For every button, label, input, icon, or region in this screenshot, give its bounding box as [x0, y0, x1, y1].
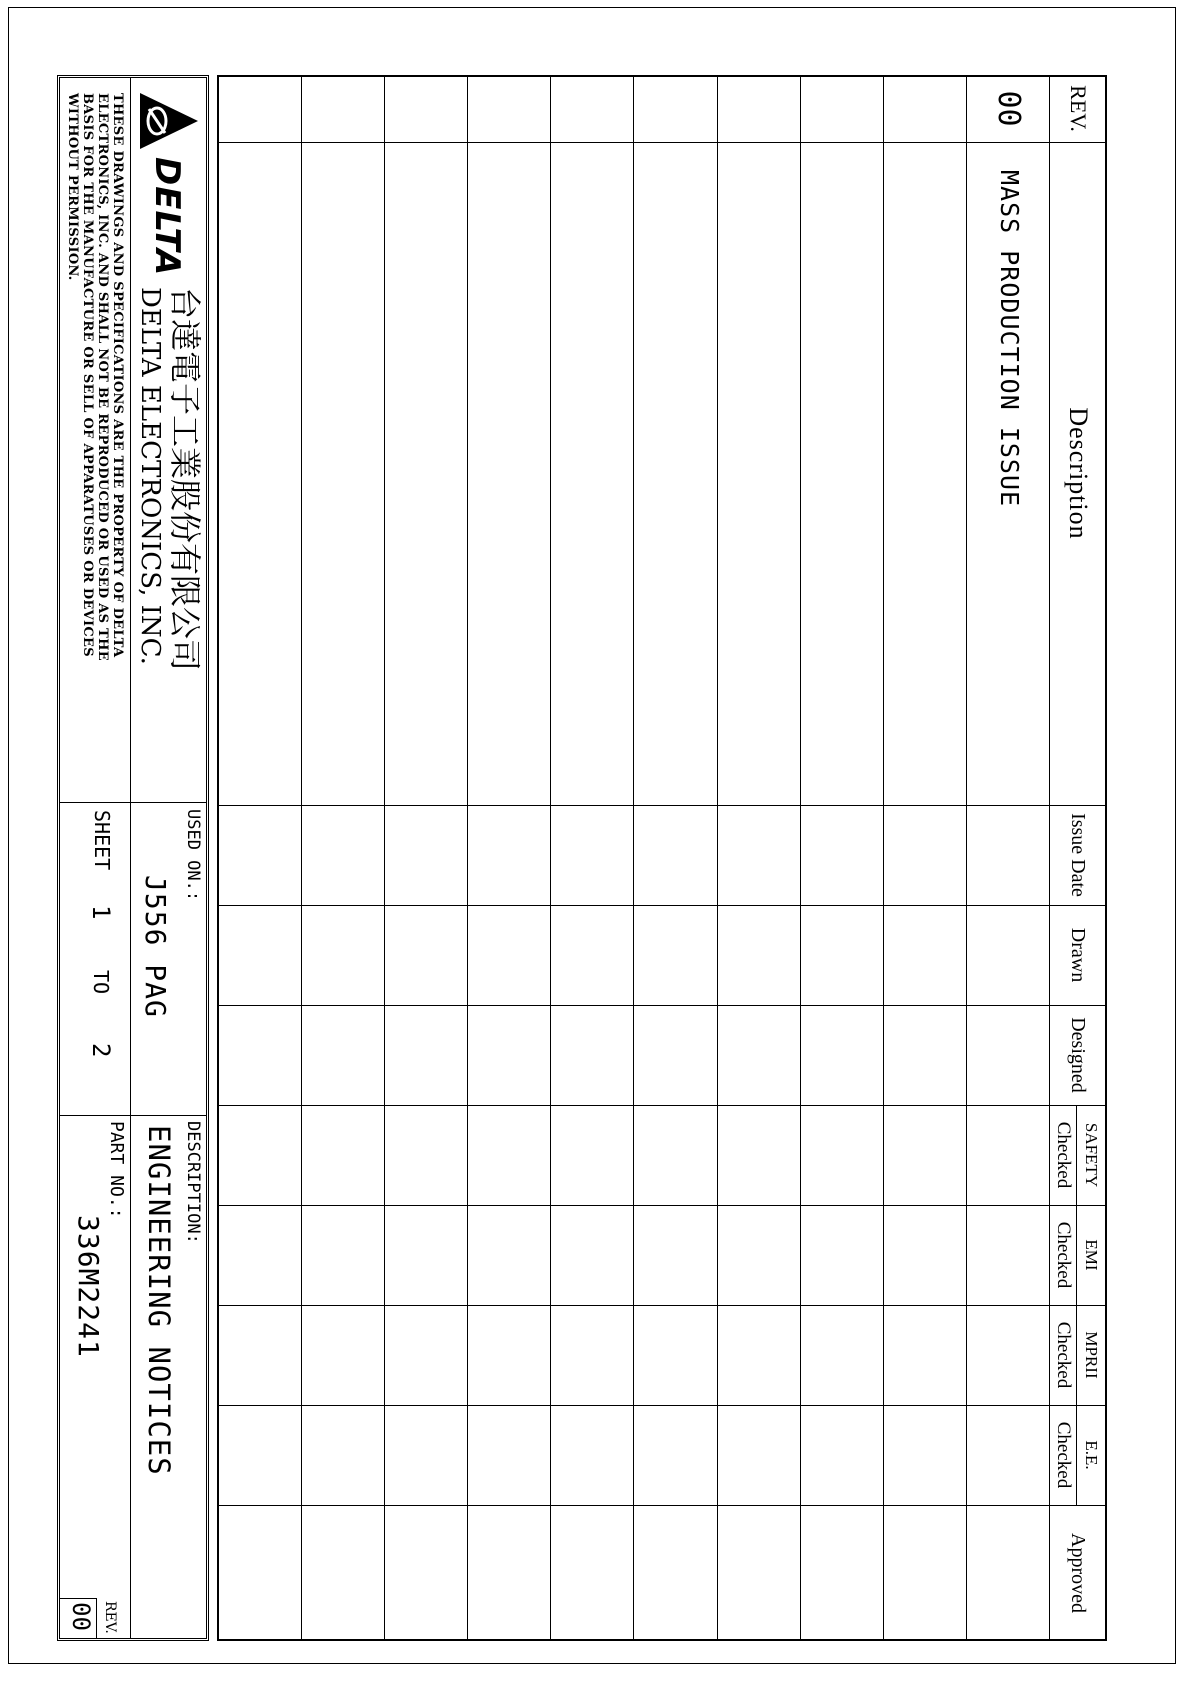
header-drawn: Drawn: [1067, 927, 1090, 983]
row-1-description: MASS PRODUCTION ISSUE: [995, 170, 1024, 508]
sheet-label: SHEET: [90, 810, 114, 871]
notice-line: WITHOUT PERMISSION.: [65, 93, 80, 281]
used-on-value: J556 PAG: [139, 875, 172, 1018]
notice-line: THESE DRAWINGS AND SPECIFICATIONS ARE THE PROPERTY OF DELTA: [110, 93, 125, 658]
company-name-en: DELTA ELECTRONICS, INC.: [135, 287, 165, 665]
notice-line: BASIS FOR THE MANUFACTURE OR SELL OF APPARATUSES OR DEVICES: [80, 93, 95, 657]
part-no-label: PART NO.:: [106, 1121, 127, 1219]
used-on-label: USED ON.:: [183, 809, 203, 902]
header-approved: Approved: [1067, 1533, 1090, 1613]
part-no-value: 336M2241: [72, 1215, 105, 1358]
header-safety: SAFETY: [1082, 1122, 1102, 1188]
revision-table: [217, 75, 1107, 1641]
header-issue-date: Issue Date: [1067, 813, 1090, 897]
header-emi: EMI: [1082, 1239, 1102, 1271]
title-rev-value: 00: [67, 1602, 95, 1631]
header-ee-checked: Checked: [1053, 1421, 1074, 1489]
notice-line: ELECTRONICS, INC. AND SHALL NOT BE REPRODUCED OR USED AS THE: [95, 93, 110, 661]
engineering-notice-sheet: [57, 75, 1107, 1689]
header-emi-checked: Checked: [1053, 1221, 1074, 1289]
header-ee: E.E.: [1082, 1440, 1102, 1470]
header-mprii: MPRII: [1082, 1331, 1102, 1379]
title-rev-label: REV.: [102, 1601, 118, 1634]
header-description: Description: [1064, 407, 1094, 540]
property-notice: [65, 93, 125, 793]
sheet-number: 1: [87, 905, 115, 920]
description-value: ENGINEERING NOTICES: [142, 1125, 176, 1476]
company-name-cn: 台達電子工業股份有限公司: [166, 287, 204, 672]
header-designed: Designed: [1067, 1017, 1090, 1093]
header-mprii-checked: Checked: [1053, 1321, 1074, 1389]
delta-logo: [136, 87, 202, 277]
header-safety-checked: Checked: [1053, 1121, 1074, 1189]
row-1-rev: 00: [991, 90, 1027, 127]
sheet-total: 2: [87, 1043, 115, 1058]
delta-logo-text: DELTA: [147, 157, 187, 277]
header-rev: REV.: [1066, 85, 1092, 132]
sheet-to: TO: [89, 970, 113, 995]
description-label: DESCRIPTION:: [183, 1121, 203, 1244]
